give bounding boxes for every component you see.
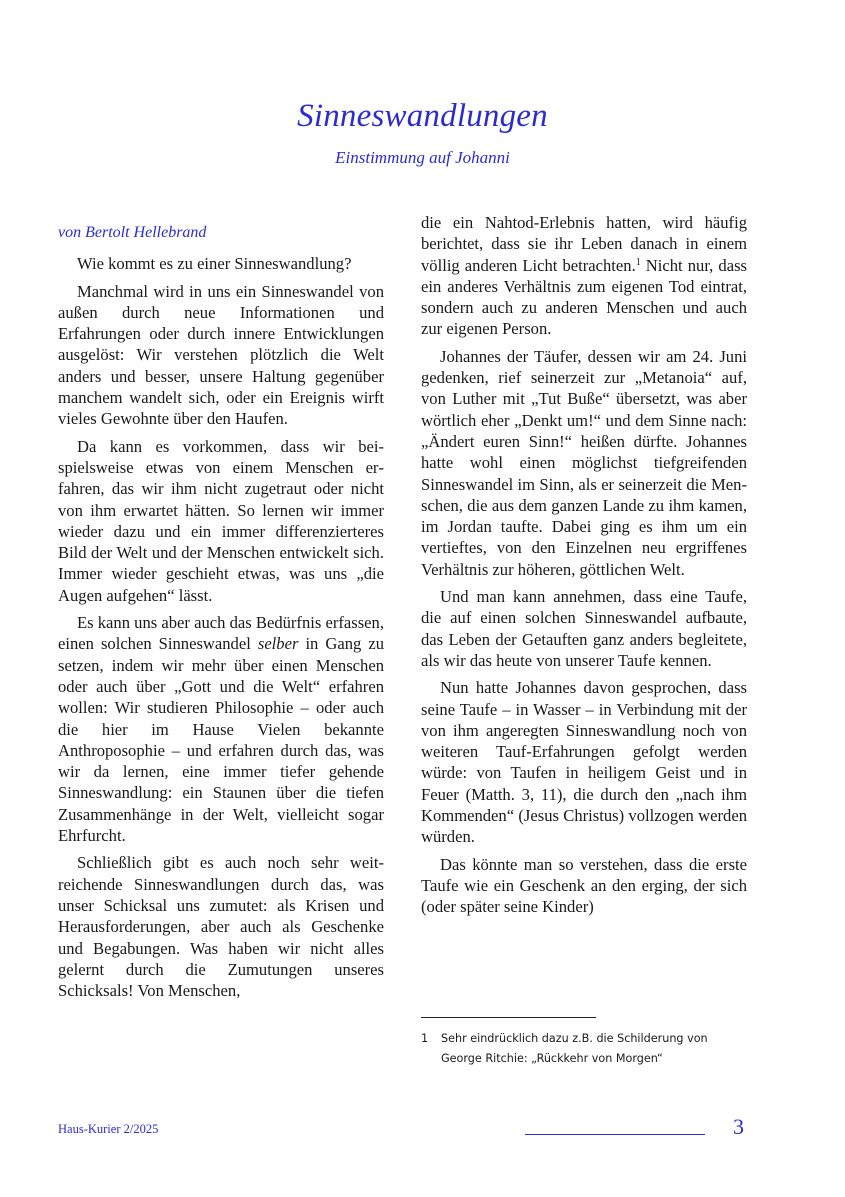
footnote-line [421, 1029, 751, 1049]
author-byline: von Bertolt Hellebrand [58, 224, 207, 241]
article-title: Sinneswandlungen [297, 98, 548, 134]
paragraph: Und man kann annehmen, dass eine Taufe, die auf einen solchen Sinneswandel aufbaute, das Leben der Getauften ganz anders begleitete, als wir das heute von unserer Taufe kennen. [421, 587, 747, 670]
footnote-number: 1 [421, 1032, 429, 1045]
footnote-marker[interactable]: 1 [635, 256, 641, 268]
page-number: 3 [733, 1114, 744, 1139]
footer-divider [525, 1134, 705, 1135]
paragraph-text: Es kann uns aber auch das Bedürfnis erfassen, einen solchen Sinneswandel [58, 613, 384, 654]
footnote-line: George Ritchie: „Rückkehr von Morgen“ [441, 1052, 663, 1065]
paragraph: Das könnte man so verstehen, dass die erste Taufe wie ein Geschenk an den erging, der sich (oder später seine Kinder) [421, 854, 747, 917]
paragraph-text: die ein Nahtod-Erlebnis hatten, wird häufig berichtet, dass sie ihr Leben danach in einem völlig anderen Licht betrachten. [421, 213, 747, 275]
footnote-divider [421, 1017, 596, 1018]
paragraph: Johannes der Täufer, dessen wir am 24. Juni gedenken, rief seinerzeit zur „Metanoia“ auf, von Luther mit „Tut Buße“ übersetzt, was aber wörtlich eher „Denkt um!“ und dem Sinne nach: „Ändert euren Sinn!“ heißen dürfte. Johannes hatte wohl einen möglichst tiefgreifenden Sinneswandel im Sinn, als er seinerzeit die Menschen, die aus dem ganzen Lande zu ihm kamen, im Jordan taufte. Dabei ging es ihm um ein vertieftes, von den Einzelnen neu ergriffenes Verhältnis zur höheren, göttlichen Welt. [421, 346, 747, 579]
paragraph: Nun hatte Johannes davon gesprochen, dass seine Taufe – in Wasser – in Verbindung mit der von ihm angeregten Sinneswandlung noch von weiteren Tauf-Erfahrungen gefolgt werden würde: von Taufen in heiligem Geist und in Feuer (Matth. 3, 11), die durch den „nach ihm Kommenden“ (Jesus Christus) vollzogen werden würden. [421, 678, 747, 847]
paragraph: Manchmal wird in uns ein Sinneswandel von außen durch neue Informationen und Erfahrungen oder durch innere Entwicklungen ausgelöst: Wir verstehen plötzlich die Welt anders und besser, unsere Haltung gegenüber manchem wandelt sich, oder ein Ereignis wirft vieles Gewohnte über den Haufen. [58, 281, 384, 429]
paragraph-continuation [421, 212, 747, 340]
footnote-text: Sehr eindrücklich dazu z.B. die Schilderung von [441, 1032, 708, 1045]
emphasis-text: selber [257, 634, 299, 654]
paragraph-text: in Gang zu setzen, indem wir mehr über einen Menschen oder auch über „Gott und die Welt“ erfahren wollen: Wir studieren Philosophie – oder auch die hier im Hause Vielen bekannte Anthroposophie – und erfahren durch das, was wir da lernen, eine immer tiefer gehende Sinneswandlung: ein Staunen über die tiefen Zusammenhänge in der Welt, vielleicht sogar Ehrfurcht. [58, 634, 384, 846]
article-subtitle: Einstimmung auf Johanni [335, 148, 510, 167]
paragraph: Wie kommt es zu einer Sinneswandlung? [77, 254, 352, 274]
paragraph: Da kann es vorkommen, dass wir beispielsweise etwas von einem Menschen erfahren, das wir ihm nicht zugetraut oder nicht von ihm erwartet hätten. So lernen wir immer wieder dazu und ein immer differenzierteres Bild der Welt und der Menschen entwickelt sich. Immer wieder geschieht etwas, was uns „die Augen aufgehen“ lässt. [58, 436, 384, 605]
left-column [58, 222, 384, 1007]
paragraph [58, 612, 384, 846]
right-column [421, 212, 747, 924]
paragraph-text: Nicht nur, dass ein anderes Verhältnis zum eigenen Tod eintrat, sondern auch zu anderen Menschen und auch zur eigenen Person. [421, 255, 747, 339]
publication-name: Haus-Kurier 2/2025 [58, 1122, 159, 1136]
footnote [421, 1029, 751, 1069]
paragraph: Schließlich gibt es auch noch sehr weitreichende Sinneswandlungen durch das, was unser Schicksal uns zumutet: als Krisen und Herausforderungen, aber auch als Geschenke und Begabungen. Was haben wir nicht alles gelernt durch die Zumutungen unseres Schicksals! Von Menschen, [58, 853, 384, 1001]
